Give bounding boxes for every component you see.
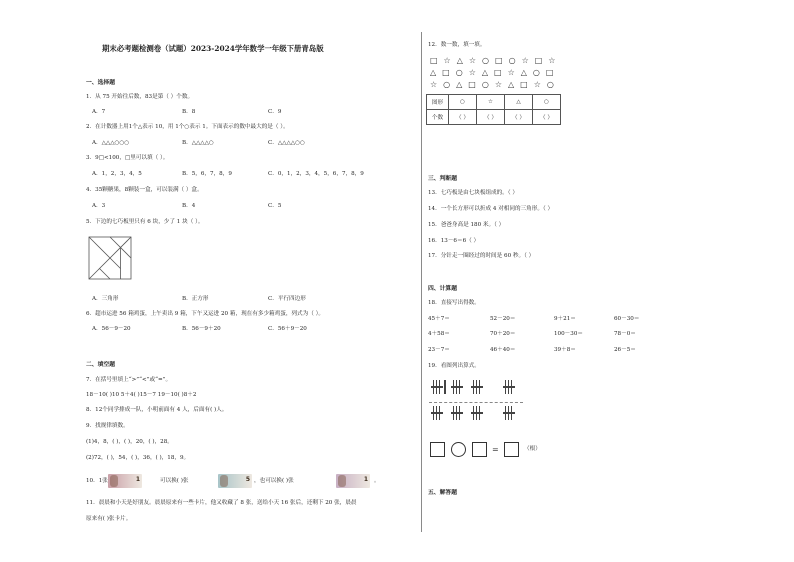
calc-item: 60－30＝ bbox=[614, 316, 640, 322]
banknote-1-jiao: 1 bbox=[336, 474, 370, 488]
banknote-5-jiao: 5 bbox=[218, 474, 252, 488]
table-header-circle-2: ○ bbox=[533, 95, 561, 110]
equals-sign-icon: = bbox=[492, 445, 499, 454]
judge-15: 15．爸爸身高是 180 米。（ ） bbox=[428, 222, 505, 228]
shape-row-3: ☆○△□○☆△□☆○ bbox=[430, 80, 560, 89]
q4-option-b[interactable]: B．4 bbox=[182, 203, 196, 209]
calc-item: 45＋7＝ bbox=[428, 316, 450, 322]
question-10-end: 。 bbox=[374, 478, 380, 484]
answer-box-1[interactable] bbox=[430, 442, 445, 457]
question-5: 5．下边的七巧板里只有 6 块，少了 1 块（ ）。 bbox=[86, 219, 204, 225]
question-4: 4．35颗糖果，8颗装一盒，可以装满（ ）盒。 bbox=[86, 187, 203, 193]
question-6: 6．超市运进 56 箱鸡蛋，上午卖出 9 箱，下午又运进 20 箱，现在有多少箱鸡蛋，列式为（ ）。 bbox=[86, 311, 324, 317]
table-header-star: ☆ bbox=[477, 95, 505, 110]
calc-item: 100－30＝ bbox=[554, 331, 583, 337]
calc-item: 26－5＝ bbox=[614, 347, 636, 353]
judge-13: 13．七巧板是由七块板组成的。（ ） bbox=[428, 190, 519, 196]
q3-option-a[interactable]: A．1，2，3，4，5 bbox=[92, 171, 142, 177]
q3-option-c[interactable]: C．0，1，2，3，4，5，6，7，8，9 bbox=[268, 171, 364, 177]
table-header-triangle: △ bbox=[505, 95, 533, 110]
unit-label: （根） bbox=[524, 446, 541, 452]
stick-bundle-icon bbox=[472, 380, 482, 394]
operator-circle[interactable] bbox=[451, 442, 466, 457]
question-10-mid-1: 可以换( )张 bbox=[160, 478, 189, 484]
calc-item: 39＋8＝ bbox=[554, 347, 576, 353]
question-7: 7．在括号里填上“>”“<”或“=”。 bbox=[86, 377, 172, 383]
stick-bundle-icon bbox=[504, 406, 514, 420]
q4-option-c[interactable]: C．5 bbox=[268, 203, 282, 209]
q5-option-c[interactable]: C．平行四边形 bbox=[268, 296, 306, 302]
question-9-line-2: (2)72，( )，54，( )，36，( )，18，9。 bbox=[86, 455, 190, 461]
question-9-line-1: (1)4，8，( )，( )，20，( )，28。 bbox=[86, 439, 173, 445]
judge-14: 14．一个长方形可以折成 4 对相同的三角形。（ ） bbox=[428, 206, 554, 212]
stick-bundle-icon bbox=[504, 380, 514, 394]
calc-item: 46＋40＝ bbox=[490, 347, 516, 353]
question-19: 19．看图列出算式。 bbox=[428, 363, 480, 369]
portrait-icon bbox=[110, 475, 118, 487]
table-header-circle: ○ bbox=[449, 95, 477, 110]
section-judge-heading: 三、判断题 bbox=[428, 176, 457, 182]
q3-option-b[interactable]: B．5，6，7，8，9 bbox=[182, 171, 232, 177]
q1-option-c[interactable]: C．9 bbox=[268, 109, 282, 115]
question-3: 3．9□<100，□里可以填（ ）。 bbox=[86, 155, 169, 161]
q6-option-b[interactable]: B．56－9＋20 bbox=[182, 326, 221, 332]
calc-item: 4＋58＝ bbox=[428, 331, 450, 337]
sticks-divider bbox=[429, 402, 523, 403]
q6-option-c[interactable]: C．56＋9－20 bbox=[268, 326, 307, 332]
section-fill-heading: 二、填空题 bbox=[86, 362, 115, 368]
question-12: 12．数一数，填一填。 bbox=[428, 42, 486, 48]
count-blank-4[interactable]: （ ） bbox=[533, 110, 561, 125]
judge-17: 17．分针走一圈经过的时间是 60 秒。（ ） bbox=[428, 253, 535, 259]
column-divider bbox=[421, 32, 422, 532]
question-11-line-1: 11．晨晨和小天是好朋友。晨晨原来有一些卡片，他又收藏了 8 张，送给小天 16 张后，还剩下 20 张，晨晨 bbox=[86, 500, 357, 506]
q4-option-a[interactable]: A．3 bbox=[92, 203, 106, 209]
q5-option-a[interactable]: A．三角形 bbox=[92, 296, 119, 302]
stick-bundle-icon bbox=[452, 406, 462, 420]
count-blank-3[interactable]: （ ） bbox=[505, 110, 533, 125]
judge-16: 16．13－6＝6（ ） bbox=[428, 238, 480, 244]
page-title: 期末必考题检测卷（试题）2023-2024学年数学一年级下册青岛版 bbox=[102, 44, 324, 53]
question-8: 8．12个同学排成一队，小明前面有 4 人，后面有( )人。 bbox=[86, 407, 228, 413]
calc-item: 23－7＝ bbox=[428, 347, 450, 353]
question-9: 9．找规律填数。 bbox=[86, 423, 129, 429]
portrait-icon bbox=[220, 475, 228, 487]
q2-option-c[interactable]: C．△△△△○○ bbox=[268, 140, 305, 146]
q2-option-b[interactable]: B．△△△△○ bbox=[182, 140, 214, 146]
table-header-shape: 图形 bbox=[427, 95, 449, 110]
count-blank-1[interactable]: （ ） bbox=[449, 110, 477, 125]
q5-option-b[interactable]: B．正方形 bbox=[182, 296, 209, 302]
tangram-figure bbox=[88, 236, 132, 280]
shape-row-2: △□○☆△□☆△○□ bbox=[430, 68, 560, 77]
section-calc-heading: 四、计算题 bbox=[428, 286, 457, 292]
table-row-label: 个数 bbox=[427, 110, 449, 125]
q1-option-a[interactable]: A．7 bbox=[92, 109, 106, 115]
answer-box-2[interactable] bbox=[472, 442, 487, 457]
shape-row-1: □☆△☆○□○☆□☆ bbox=[430, 56, 562, 65]
answer-box-result[interactable] bbox=[504, 442, 519, 457]
portrait-icon bbox=[338, 475, 346, 487]
stick-bundle-icon bbox=[432, 380, 442, 394]
section-choice-heading: 一、选择题 bbox=[86, 80, 115, 86]
section-solve-heading: 五、解答题 bbox=[428, 490, 457, 496]
stick-bundle-icon bbox=[432, 406, 442, 420]
q2-option-a[interactable]: A．△△△○○○ bbox=[92, 140, 130, 146]
question-10-mid-2: ，也可以换( )张 bbox=[254, 478, 294, 484]
question-7-line: 18－10( )10 5＋4( )15－7 19－10( )8＋2 bbox=[86, 392, 197, 398]
calc-item: 78－0＝ bbox=[614, 331, 636, 337]
stick-bundle-icon bbox=[472, 406, 482, 420]
question-10-prefix: 10．1张 bbox=[86, 478, 108, 484]
calc-item: 52－20＝ bbox=[490, 316, 516, 322]
shape-count-table bbox=[426, 94, 561, 125]
question-1: 1．从 75 开始往后数，83是第（ ）个数。 bbox=[86, 94, 194, 100]
calc-item: 9＋21＝ bbox=[554, 316, 576, 322]
q1-option-b[interactable]: B．8 bbox=[182, 109, 196, 115]
q6-option-a[interactable]: A．56－9－20 bbox=[92, 326, 131, 332]
question-11-line-2: 原来有( )张卡片。 bbox=[86, 516, 132, 522]
stick-bundle-icon bbox=[452, 380, 462, 394]
banknote-1-yuan: 1 bbox=[108, 474, 142, 488]
calc-item: 70＋20＝ bbox=[490, 331, 516, 337]
count-blank-2[interactable]: （ ） bbox=[477, 110, 505, 125]
question-2: 2．在计数器上用1个△表示 10，用 1个○表示 1。下面表示的数中最大的是（ ）。 bbox=[86, 124, 289, 130]
single-stick-icon bbox=[444, 380, 446, 394]
question-18: 18．直接写出得数。 bbox=[428, 300, 480, 306]
